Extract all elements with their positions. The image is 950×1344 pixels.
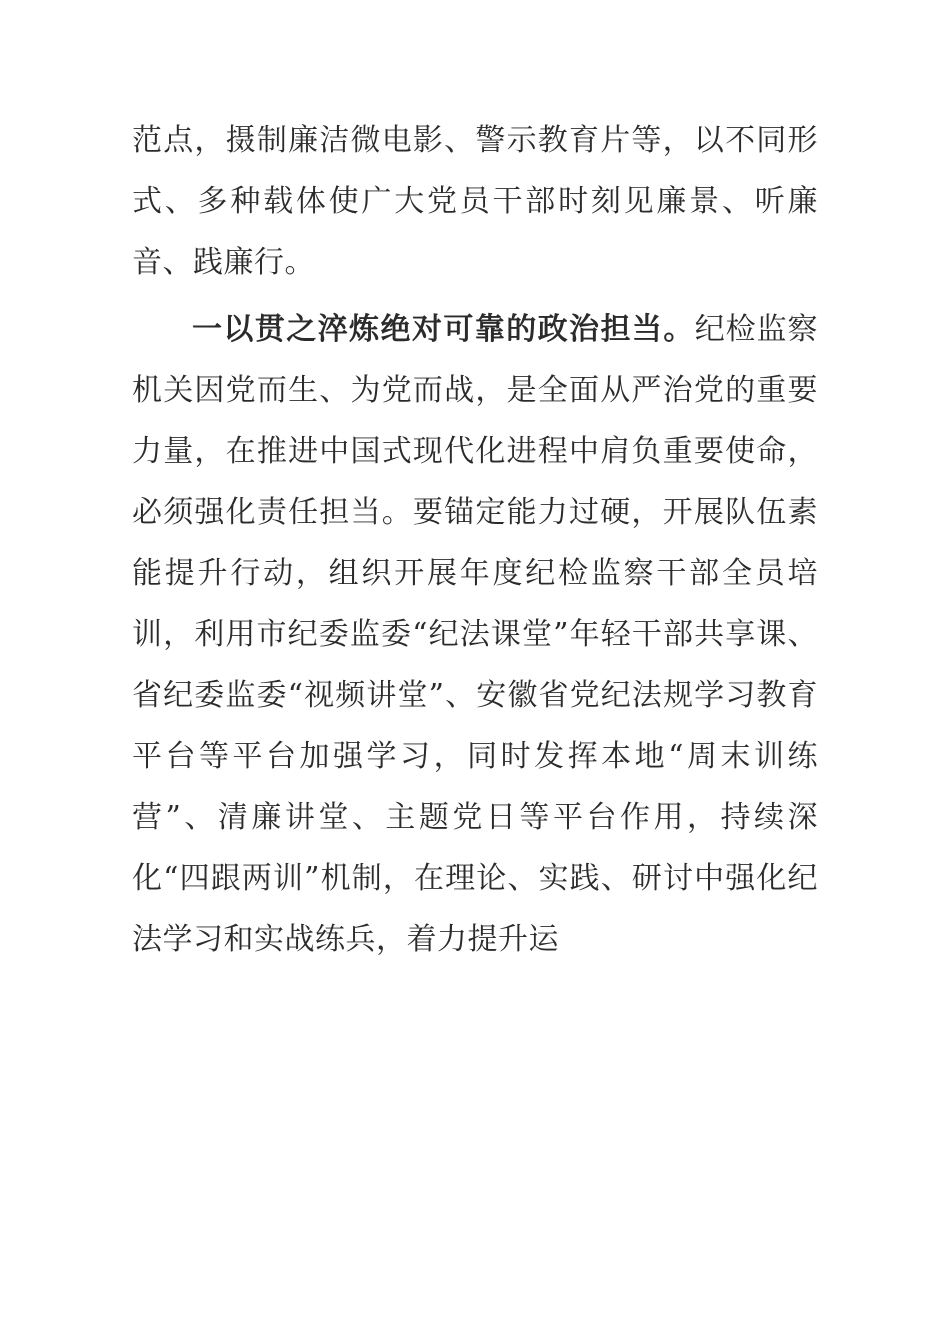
document-body [132,110,818,970]
paragraph-2 [132,299,818,970]
paragraph-2-lead: 一以贯之淬炼绝对可靠的政治担当。 [192,312,695,347]
paragraph-1-text: 范点，摄制廉洁微电影、警示教育片等，以不同形式、多种载体使广大党员干部时刻见廉景、听廉音、践廉行。 [132,123,818,280]
paragraph-2-text: 纪检监察机关因党而生、为党而战，是全面从严治党的重要力量，在推进中国式现代化进程中肩负重要使命，必须强化责任担当。要锚定能力过硬，开展队伍素能提升行动，组织开展年度纪检监察干部全员培训，利用市纪委监委“纪法课堂”年轻干部共享课、省纪委监委“视频讲堂”、安徽省党纪法规学习教育平台等平台加强学习，同时发挥本地“周末训练营”、清廉讲堂、主题党日等平台作用，持续深化“四跟两训”机制，在理论、实践、研讨中强化纪法学习和实战练兵，着力提升运 [132,312,819,957]
paragraph-1 [132,110,818,293]
